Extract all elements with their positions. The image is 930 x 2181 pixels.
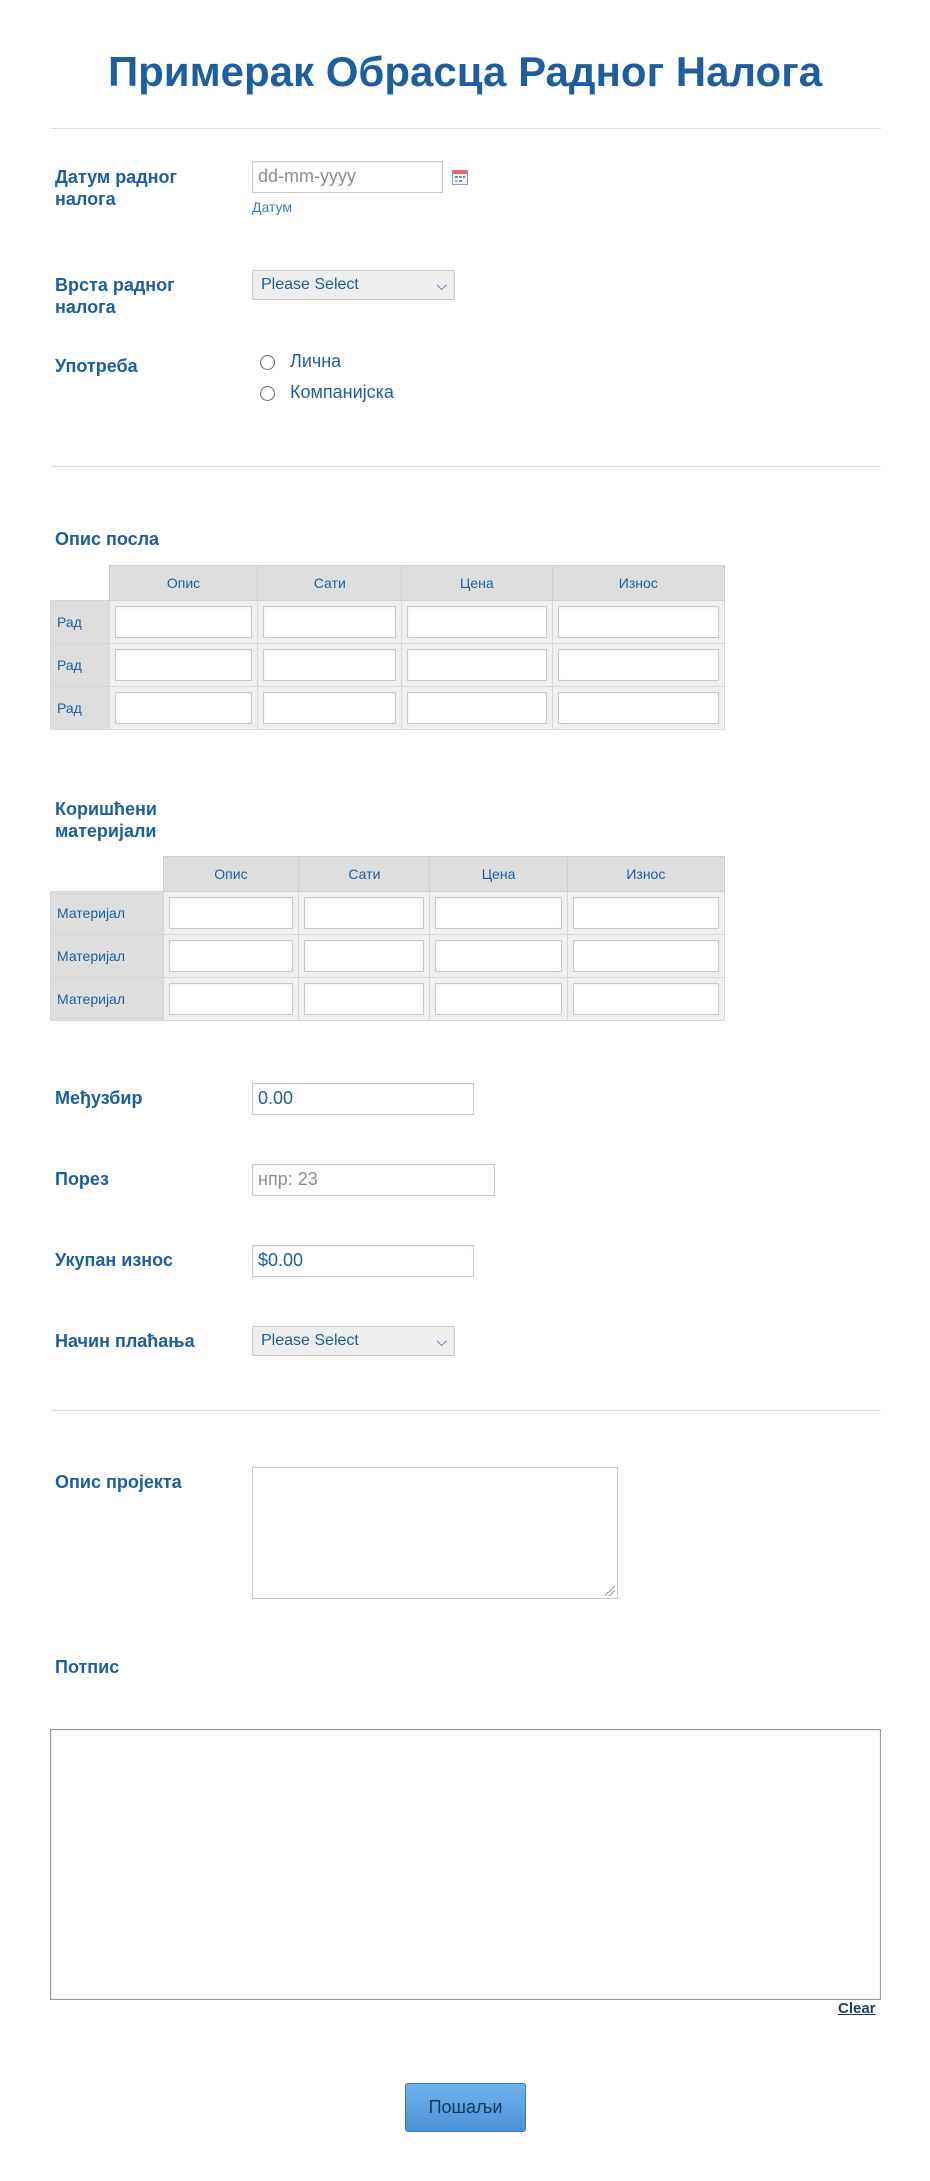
chevron-down-icon: ⌵: [436, 1333, 447, 1349]
table-row: [51, 935, 725, 978]
tax-label: Порез: [55, 1169, 109, 1189]
job-cell-input[interactable]: [115, 606, 253, 638]
job-cell-input[interactable]: [263, 649, 396, 681]
page-title: Примерак Обрасца Радног Налога: [107, 48, 823, 95]
signature-clear-link[interactable]: Clear: [838, 2000, 876, 2017]
resize-handle-icon[interactable]: [605, 1586, 615, 1596]
column-header: Износ: [552, 566, 724, 601]
usage-label: Употреба: [55, 356, 138, 376]
row-header: Рад: [51, 687, 110, 730]
radio-personal-label[interactable]: Лична: [290, 351, 342, 371]
row-header: Рад: [51, 644, 110, 687]
subtotal-input[interactable]: 0.00: [252, 1083, 474, 1115]
materials-label: Коришћени материјали: [55, 799, 157, 841]
material-cell-input[interactable]: [573, 940, 719, 972]
table-row: [51, 601, 725, 644]
column-header: Опис: [109, 566, 258, 601]
row-header: Материјал: [51, 935, 164, 978]
job-cell-input[interactable]: [407, 649, 547, 681]
material-cell-input[interactable]: [573, 897, 719, 929]
material-cell-input[interactable]: [304, 897, 424, 929]
table-row: [51, 978, 725, 1021]
material-cell-input[interactable]: [304, 940, 424, 972]
order-type-select[interactable]: [252, 270, 455, 300]
job-cell-input[interactable]: [407, 606, 547, 638]
job-cell-input[interactable]: [115, 649, 253, 681]
total-label: Укупан износ: [55, 1250, 173, 1270]
job-cell-input[interactable]: [558, 649, 719, 681]
calendar-icon[interactable]: [452, 170, 468, 185]
column-header: Износ: [567, 857, 724, 892]
row-header: Материјал: [51, 978, 164, 1021]
material-cell-input[interactable]: [573, 983, 719, 1015]
material-cell-input[interactable]: [169, 983, 294, 1015]
divider: [51, 128, 881, 129]
material-cell-input[interactable]: [169, 940, 294, 972]
date-sublabel: Датум: [252, 199, 292, 215]
chevron-down-icon: ⌵: [436, 277, 447, 293]
row-header: Рад: [51, 601, 110, 644]
job-cell-input[interactable]: [115, 692, 253, 724]
tax-input[interactable]: нпр: 23: [252, 1164, 495, 1196]
order-type-selected: Please Select: [261, 276, 359, 293]
material-cell-input[interactable]: [435, 897, 561, 929]
job-cell-input[interactable]: [558, 606, 719, 638]
job-cell-input[interactable]: [263, 692, 396, 724]
project-description-label: Опис пројекта: [55, 1472, 182, 1492]
order-type-label: Врста радног налога: [55, 275, 175, 317]
divider: [51, 466, 881, 467]
signature-pad[interactable]: [50, 1729, 881, 2000]
total-input[interactable]: $0.00: [252, 1245, 474, 1277]
table-row: [51, 644, 725, 687]
date-input[interactable]: dd-mm-yyyy: [252, 161, 443, 193]
job-cell-input[interactable]: [407, 692, 547, 724]
material-cell-input[interactable]: [304, 983, 424, 1015]
table-row: [51, 687, 725, 730]
radio-company-label[interactable]: Компанијска: [290, 382, 394, 402]
submit-button[interactable]: Пошаљи: [405, 2083, 526, 2132]
radio-personal[interactable]: [260, 355, 275, 370]
job-cell-input[interactable]: [558, 692, 719, 724]
column-header: Цена: [430, 857, 567, 892]
table-row: [51, 892, 725, 935]
row-header: Материјал: [51, 892, 164, 935]
column-header: Сати: [258, 566, 402, 601]
job-description-table: [50, 565, 725, 730]
material-cell-input[interactable]: [169, 897, 294, 929]
materials-table: [50, 856, 725, 1021]
job-description-label: Опис посла: [55, 529, 160, 549]
divider: [51, 1410, 881, 1411]
material-cell-input[interactable]: [435, 940, 561, 972]
signature-label: Потпис: [55, 1657, 120, 1677]
column-header: Цена: [402, 566, 553, 601]
payment-method-select[interactable]: [252, 1326, 455, 1356]
project-description-textarea[interactable]: [252, 1467, 618, 1599]
column-header: Опис: [163, 857, 299, 892]
subtotal-label: Међузбир: [55, 1088, 143, 1108]
job-cell-input[interactable]: [263, 606, 396, 638]
column-header: Сати: [299, 857, 430, 892]
payment-method-label: Начин плаћања: [55, 1331, 195, 1351]
material-cell-input[interactable]: [435, 983, 561, 1015]
radio-company[interactable]: [260, 386, 275, 401]
payment-method-selected: Please Select: [261, 1332, 359, 1349]
date-label: Датум радног налога: [55, 167, 177, 209]
